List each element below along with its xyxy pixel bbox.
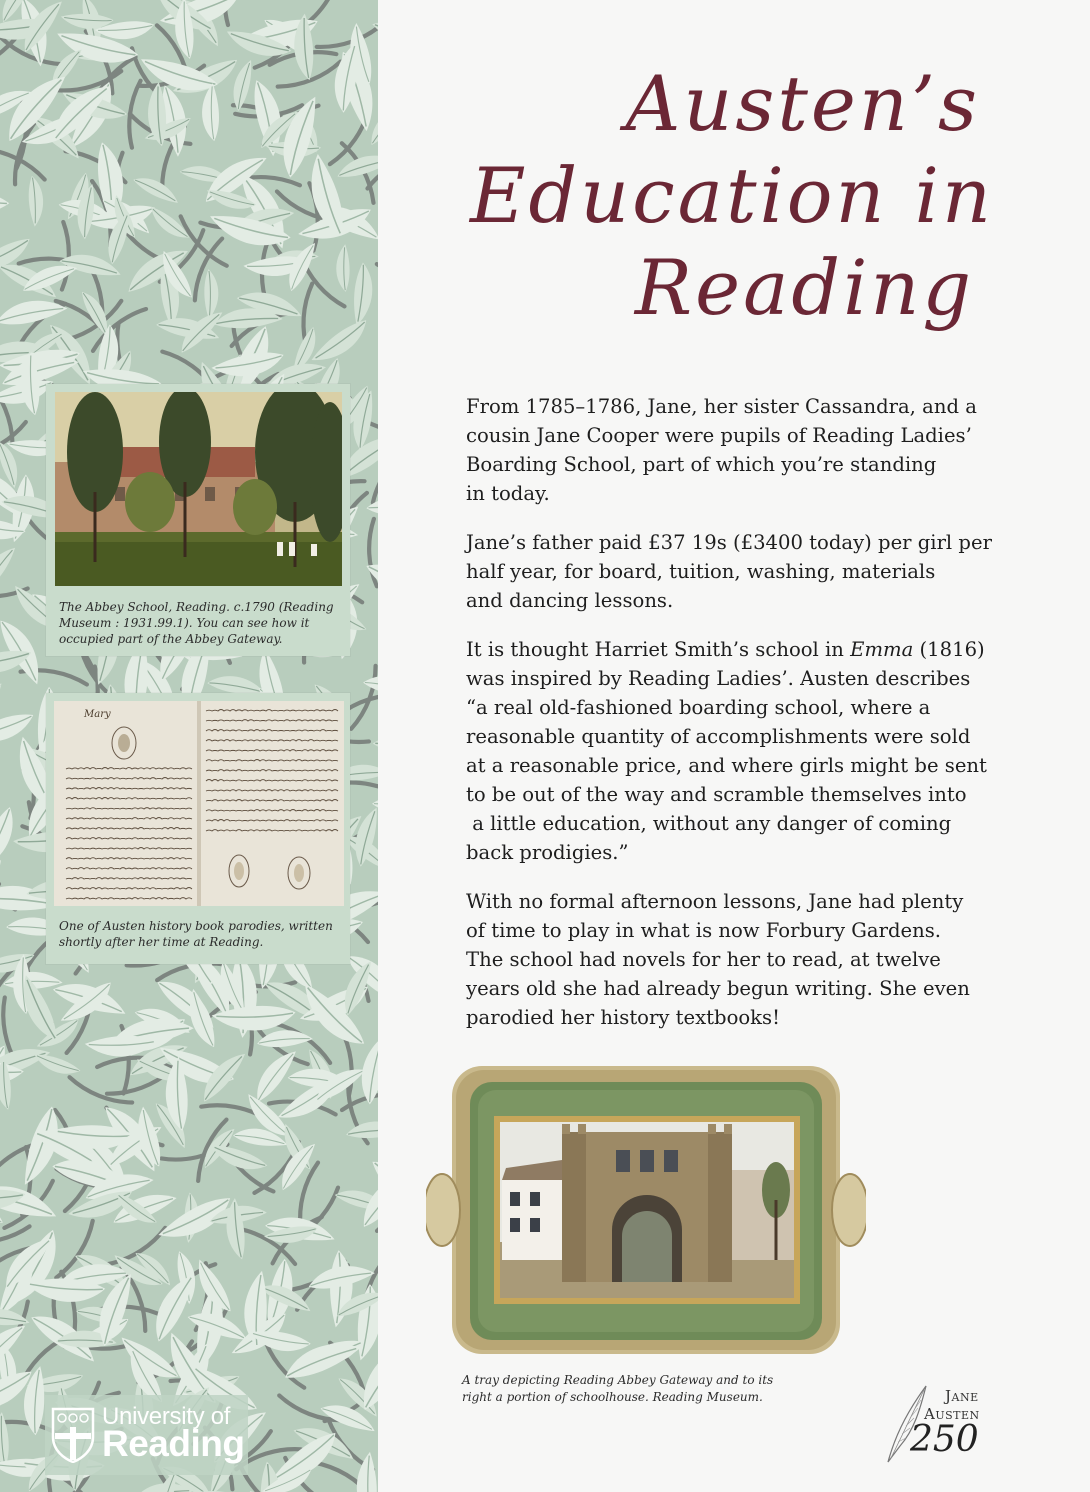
emma-title: Emma (850, 638, 914, 661)
text-line: years old she had already begun writing. She even (466, 977, 970, 1000)
leaf (0, 713, 36, 745)
caption-line: The Abbey School, Reading. c.1790 (Reading (59, 600, 334, 614)
paragraph-1 (466, 392, 996, 508)
parody-caption (55, 918, 346, 950)
leaf (0, 1411, 14, 1467)
title-line-1: Austen’s (625, 59, 980, 148)
abbey-school-painting (55, 392, 342, 586)
text-line: The school had novels for her to read, at twelve (466, 948, 941, 971)
text-line: parodied her history textbooks! (466, 1006, 780, 1029)
title-line-2: Education in (470, 151, 994, 240)
text-line: in today. (466, 482, 550, 505)
leaf (346, 1118, 378, 1143)
leaf (0, 746, 7, 798)
leaf (0, 543, 23, 593)
leaf (0, 174, 10, 225)
text-fragment: It is thought Harriet Smith’s school in (466, 638, 851, 661)
text-line: reasonable quantity of accomplishments were sold (466, 725, 971, 748)
jane-austen-250-logo (880, 1380, 992, 1466)
leaf (305, 319, 374, 366)
university-logo-line1: University of (102, 1403, 231, 1430)
text-line (466, 635, 996, 664)
leaf (351, 1034, 378, 1105)
abbey-school-card (46, 384, 350, 656)
abbey-gateway-tray-image (426, 1060, 866, 1360)
caption-line: One of Austen history book parodies, written (59, 919, 333, 933)
university-of-reading-logo (45, 1395, 248, 1475)
tray-caption (462, 1372, 822, 1406)
paragraph-3 (466, 635, 996, 867)
leaf (24, 176, 47, 228)
leaf (0, 300, 67, 324)
logo-word-austen: Austen (924, 1405, 980, 1423)
caption-line: occupied part of the Abbey Gateway. (59, 632, 283, 646)
text-line: cousin Jane Cooper were pupils of Reading Ladies’ (466, 424, 972, 447)
leaf-stem (346, 695, 378, 711)
logo-word-jane: Jane (945, 1387, 979, 1405)
text-line: “a real old-fashioned boarding school, where a (466, 696, 931, 719)
text-line: half year, for board, tuition, washing, materials (466, 560, 936, 583)
body-copy (466, 392, 996, 1052)
text-line: of time to play in what is now Forbury Gardens. (466, 919, 942, 942)
text-line: and dancing lessons. (466, 589, 674, 612)
leaf (198, 269, 223, 320)
caption-line: Museum : 1931.99.1). You can see how it (59, 616, 310, 630)
leaf (309, 1266, 375, 1289)
text-line: was inspired by Reading Ladies’. Austen describes (466, 667, 971, 690)
text-line: From 1785–1786, Jane, her sister Cassandra, and a (466, 395, 977, 418)
leaf (133, 168, 181, 211)
leaf (332, 243, 356, 292)
leaf (372, 724, 378, 769)
text-line: Boarding School, part of which you’re standing (466, 453, 937, 476)
leaf-stem (377, 258, 378, 324)
text-line: at a reasonable price, and where girls might be sent (466, 754, 987, 777)
parody-card (46, 693, 350, 964)
title-line-3: Reading (634, 243, 974, 332)
text-line: back prodigies.” (466, 841, 629, 864)
caption-line: shortly after her time at Reading. (59, 935, 264, 949)
leaf (0, 107, 7, 170)
caption-line: right a portion of schoolhouse. Reading Museum. (462, 1390, 763, 1404)
leaf-stem (315, 25, 378, 48)
text-line: to be out of the way and scramble themselves into (466, 783, 967, 806)
abbey-school-caption (55, 599, 346, 647)
text-line: With no formal afternoon lessons, Jane had plenty (466, 890, 964, 913)
text-line: Jane’s father paid £37 19s (£3400 today) per girl per (466, 531, 992, 554)
university-logo-line2: Reading (102, 1423, 245, 1464)
university-shield-icon (51, 1407, 95, 1463)
paragraph-4 (466, 887, 996, 1032)
manuscript-image (54, 701, 344, 906)
leaf (257, 1027, 314, 1051)
text-line: a little education, without any danger of coming (466, 812, 952, 835)
logo-number: 250 (910, 1419, 979, 1460)
caption-line: A tray depicting Reading Abbey Gateway and to its (462, 1373, 774, 1387)
leaf (319, 1250, 361, 1329)
leaf (371, 7, 378, 67)
paragraph-2 (466, 528, 996, 615)
leaf-pattern-panel (0, 0, 378, 1492)
page-title (470, 58, 994, 334)
manuscript-heading: Mary (84, 709, 111, 720)
text-fragment: (1816) (913, 638, 985, 661)
